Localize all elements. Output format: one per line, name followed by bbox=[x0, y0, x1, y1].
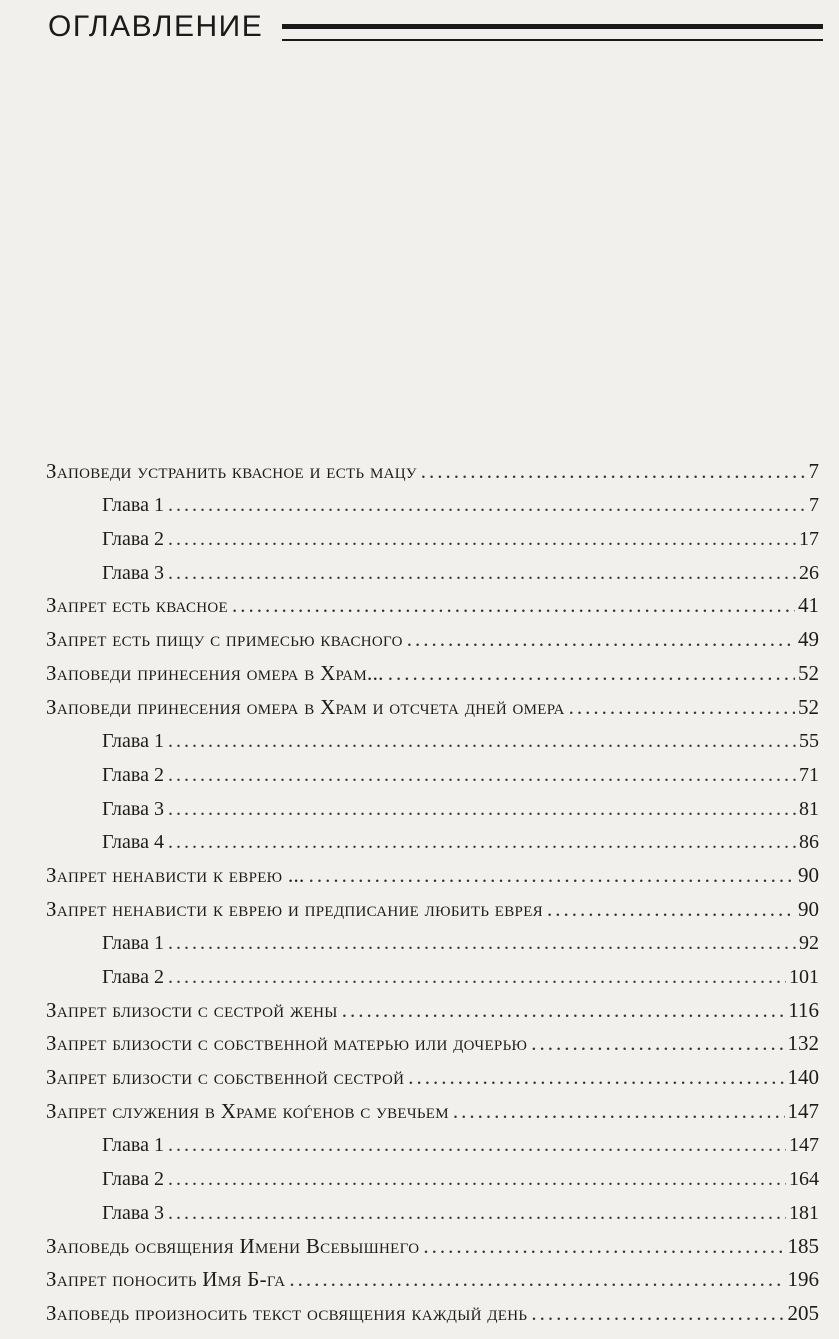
dot-leader bbox=[168, 1202, 786, 1225]
dot-leader bbox=[407, 627, 795, 652]
toc-subentry[interactable] bbox=[0, 720, 839, 754]
toc-entry[interactable] bbox=[0, 585, 839, 619]
toc-entry-title: Заповеди устранить квасное и есть мацу bbox=[46, 458, 417, 483]
toc-entry-title: Глава 2 bbox=[102, 763, 164, 786]
toc-entry-page: 7 bbox=[809, 494, 819, 517]
toc-entry-page: 71 bbox=[799, 763, 819, 786]
toc-entry-page: 52 bbox=[798, 660, 819, 685]
toc-entry-title: Запрет есть пищу с примесью квасного bbox=[46, 627, 403, 652]
toc-entry-page: 205 bbox=[787, 1300, 819, 1325]
dot-leader bbox=[342, 998, 786, 1023]
toc-entry[interactable] bbox=[0, 1023, 839, 1057]
toc-entry-page: 26 bbox=[799, 561, 819, 584]
toc-entry-page: 92 bbox=[799, 932, 819, 955]
toc-entry[interactable] bbox=[0, 854, 839, 888]
toc-entry-page: 181 bbox=[789, 1201, 819, 1224]
toc-entry-page: 81 bbox=[799, 797, 819, 820]
toc-entry-title: Глава 3 bbox=[102, 1201, 164, 1224]
dot-leader bbox=[168, 562, 796, 585]
dot-leader bbox=[168, 764, 796, 787]
dot-leader bbox=[168, 1134, 786, 1157]
show-through-background bbox=[0, 52, 839, 452]
toc-entry-page: 164 bbox=[789, 1168, 819, 1191]
dot-leader bbox=[531, 1301, 784, 1326]
dot-leader bbox=[309, 863, 795, 888]
toc-entry-title: Заповедь произносить текст освящения каждый день bbox=[46, 1300, 528, 1325]
toc-entry-page: 147 bbox=[787, 1098, 819, 1123]
toc-entry[interactable] bbox=[0, 1090, 839, 1124]
header-rule bbox=[282, 24, 823, 41]
toc-entry-title: Глава 1 bbox=[102, 494, 164, 517]
toc-entry-title: Глава 1 bbox=[102, 1134, 164, 1157]
toc-entry-page: 52 bbox=[798, 694, 819, 719]
dot-leader bbox=[423, 1234, 784, 1259]
toc-entry-title: Глава 3 bbox=[102, 797, 164, 820]
toc-entry-page: 140 bbox=[787, 1065, 819, 1090]
toc-entry-page: 185 bbox=[787, 1233, 819, 1258]
dot-leader bbox=[168, 494, 806, 517]
toc-entry-page: 116 bbox=[788, 997, 819, 1022]
dot-leader bbox=[168, 831, 796, 854]
toc-entry-title: Заповеди принесения омера в Храм и отсчета дней омера bbox=[46, 694, 565, 719]
toc-entry-page: 7 bbox=[808, 458, 819, 483]
toc-entry-page: 55 bbox=[799, 730, 819, 753]
dot-leader bbox=[547, 897, 795, 922]
toc-subentry[interactable] bbox=[0, 1124, 839, 1158]
toc-entry[interactable] bbox=[0, 652, 839, 686]
toc-subentry[interactable] bbox=[0, 922, 839, 956]
dot-leader bbox=[168, 1168, 786, 1191]
toc-entry-page: 196 bbox=[787, 1267, 819, 1292]
toc-entry[interactable] bbox=[0, 1259, 839, 1293]
toc-entry[interactable] bbox=[0, 1292, 839, 1326]
dot-leader bbox=[168, 730, 796, 753]
dot-leader bbox=[168, 798, 796, 821]
toc-entry-title: Запрет ненависти к еврею и предписание любить еврея bbox=[46, 896, 543, 921]
toc-entry-page: 90 bbox=[798, 862, 819, 887]
toc-entry[interactable] bbox=[0, 618, 839, 652]
dot-leader bbox=[531, 1031, 784, 1056]
toc-entry-title: Заповеди принесения омера в Храм... bbox=[46, 660, 384, 685]
toc-entry-page: 90 bbox=[798, 896, 819, 921]
toc-entry-title: Запрет служения в Храме коѓенов с увечьем bbox=[46, 1098, 449, 1123]
toc-subentry[interactable] bbox=[0, 1191, 839, 1225]
toc-entry-title: Запрет поносить Имя Б-га bbox=[46, 1267, 286, 1292]
toc-subentry[interactable] bbox=[0, 1157, 839, 1191]
toc-entry[interactable] bbox=[0, 686, 839, 720]
toc-subentry[interactable] bbox=[0, 787, 839, 821]
toc-entry-title: Глава 2 bbox=[102, 966, 164, 988]
dot-leader bbox=[168, 966, 786, 989]
toc-subentry[interactable] bbox=[0, 821, 839, 855]
toc-entry[interactable] bbox=[0, 888, 839, 922]
dot-leader bbox=[388, 661, 795, 686]
toc-subentry[interactable] bbox=[0, 551, 839, 585]
toc-entry-page: 101 bbox=[789, 966, 819, 988]
toc-entry[interactable] bbox=[0, 450, 839, 484]
dot-leader bbox=[453, 1099, 785, 1124]
toc-entry-page: 41 bbox=[798, 593, 819, 618]
toc-entry-page: 17 bbox=[799, 528, 819, 551]
toc-entry-page: 147 bbox=[789, 1134, 819, 1157]
toc-entry-title: Запрет близости с сестрой жены bbox=[46, 997, 338, 1022]
toc-entry-title: Запрет ненависти к еврею ... bbox=[46, 862, 305, 887]
toc-entry-title: Глава 2 bbox=[102, 528, 164, 551]
dot-leader bbox=[289, 1267, 784, 1292]
toc-entry-title: Запрет есть квасное bbox=[46, 593, 228, 618]
toc-entry-title: Глава 3 bbox=[102, 561, 164, 584]
toc-subentry[interactable] bbox=[0, 517, 839, 551]
toc-subentry[interactable] bbox=[0, 484, 839, 518]
dot-leader bbox=[421, 459, 806, 484]
dot-leader bbox=[408, 1065, 784, 1090]
toc-entry-title: Глава 4 bbox=[102, 831, 164, 854]
page-header bbox=[0, 6, 839, 50]
dot-leader bbox=[168, 528, 796, 551]
toc-entry-title: Глава 1 bbox=[102, 730, 164, 753]
toc-subentry[interactable] bbox=[0, 753, 839, 787]
toc-entry-title: Заповедь освящения Имени Всевышнего bbox=[46, 1233, 420, 1258]
toc-entry-page: 49 bbox=[798, 627, 819, 652]
toc-entry-page: 132 bbox=[787, 1031, 819, 1056]
toc-subentry[interactable] bbox=[0, 955, 839, 989]
toc-entry[interactable] bbox=[0, 989, 839, 1023]
toc-entry-page: 86 bbox=[799, 831, 819, 854]
dot-leader bbox=[168, 932, 796, 955]
page-title: ОГЛАВЛЕНИЕ bbox=[48, 10, 264, 43]
dot-leader bbox=[232, 593, 795, 618]
table-of-contents bbox=[0, 450, 839, 1326]
toc-entry-title: Запрет близости с собственной сестрой bbox=[46, 1065, 405, 1090]
toc-entry[interactable] bbox=[0, 1056, 839, 1090]
toc-entry-title: Глава 1 bbox=[102, 932, 164, 955]
toc-entry-title: Глава 2 bbox=[102, 1168, 164, 1191]
dot-leader bbox=[569, 695, 795, 720]
toc-entry-title: Запрет близости с собственной матерью или дочерью bbox=[46, 1031, 528, 1056]
toc-entry[interactable] bbox=[0, 1225, 839, 1259]
